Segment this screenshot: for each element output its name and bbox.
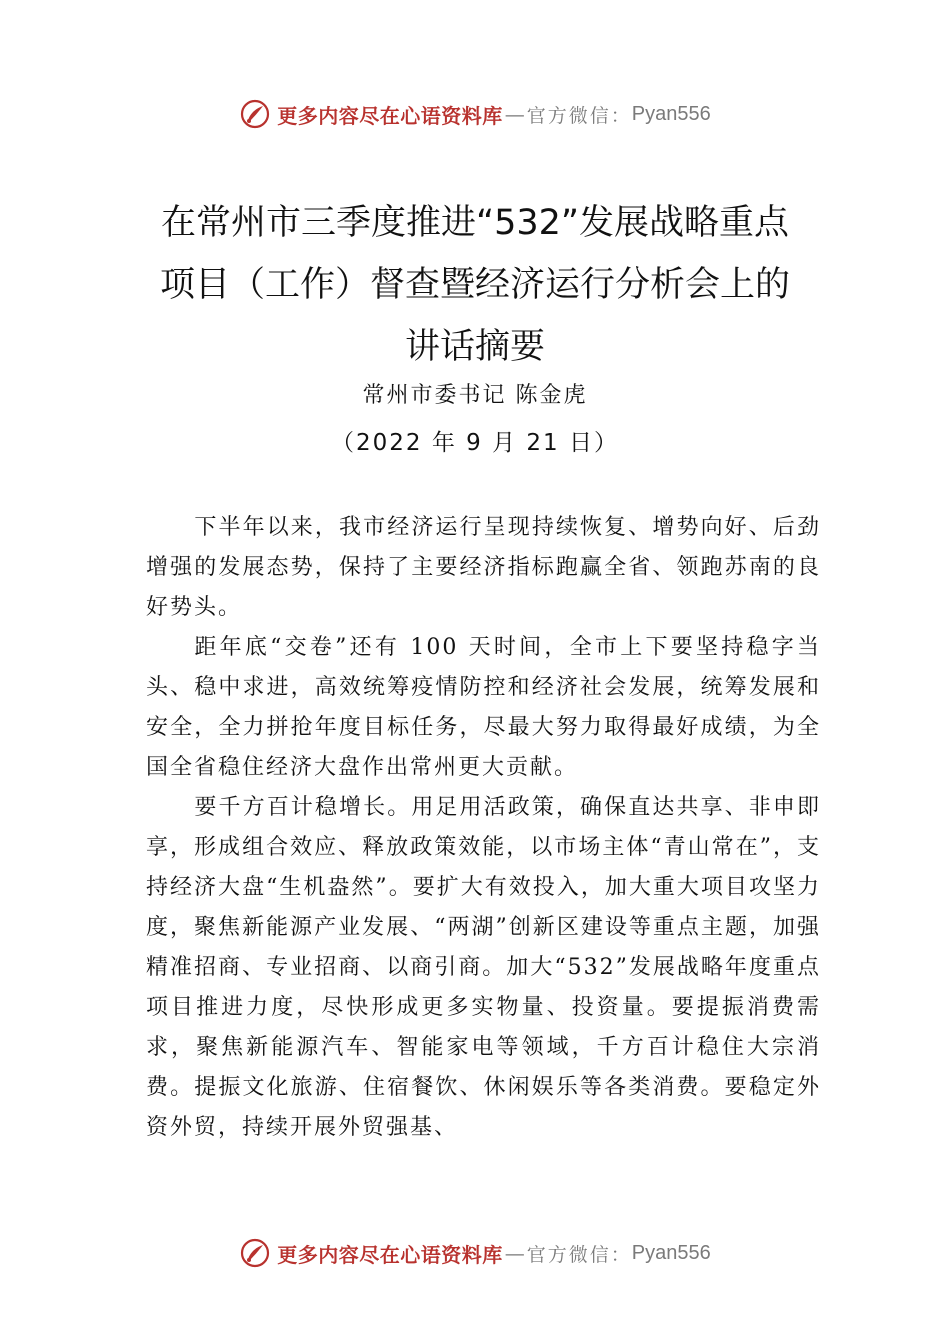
paragraph: 距年底“交卷”还有 100 天时间，全市上下要坚持稳字当头、稳中求进，高效统筹疫情防控和经济社会发展，统筹发展和安全，全力拼抢年度目标任务，尽最大努力取得最好成绩，为全国全省稳住经济大盘作出常州更大贡献。: [146, 635, 821, 780]
paragraph: 要千方百计稳增长。用足用活政策，确保直达共享、非申即享，形成组合效应、释放政策效能，以市场主体“青山常在”，支持经济大盘“生机盎然”。要扩大有效投入，加大重大项目攻坚力度，聚焦新能源产业发展、“两湖”创新区建设等重点主题，加强精准招商、专业招商、以商引商。加大“532”发展战略年度重点项目推进力度，尽快形成更多实物量、投资量。要提振消费需求，聚焦新能源汽车、智能家电等领域，千方百计稳住大宗消费。提振文化旅游、住宿餐饮、休闲娱乐等各类消费。要稳定外资外贸，持续开展外贸强基、: [146, 795, 821, 1140]
banner-dash: —: [504, 102, 525, 126]
banner-wechat-label: 官方微信：: [526, 1243, 632, 1266]
header-watermark-banner: [0, 94, 950, 134]
document-title-line-1: 在常州市三季度推进“532”发展战略重点: [160, 203, 790, 243]
banner-wechat-label: 官方微信：: [526, 104, 632, 127]
footer-watermark-banner: [0, 1233, 950, 1273]
document-body: [146, 508, 821, 1148]
author-line: 常州市委书记 陈金虎: [362, 383, 588, 408]
banner-wechat-handle: Pyan556: [631, 102, 711, 125]
banner-site-name: 更多内容尽在心语资料库: [277, 103, 503, 128]
brush-logo-icon: [239, 1237, 271, 1269]
document-title-line-3: 讲话摘要: [404, 327, 545, 367]
banner-dash: —: [504, 1241, 525, 1265]
document-title-line-2: 项目（工作）督查暨经济运行分析会上的: [159, 265, 790, 305]
brush-logo-icon: [239, 98, 271, 130]
date-line: （2022 年 9 月 21 日）: [331, 430, 619, 456]
banner-wechat-handle: Pyan556: [631, 1241, 711, 1264]
paragraph: 下半年以来，我市经济运行呈现持续恢复、增势向好、后劲增强的发展态势，保持了主要经济指标跑赢全省、领跑苏南的良好势头。: [146, 515, 821, 620]
banner-site-name: 更多内容尽在心语资料库: [277, 1242, 503, 1267]
